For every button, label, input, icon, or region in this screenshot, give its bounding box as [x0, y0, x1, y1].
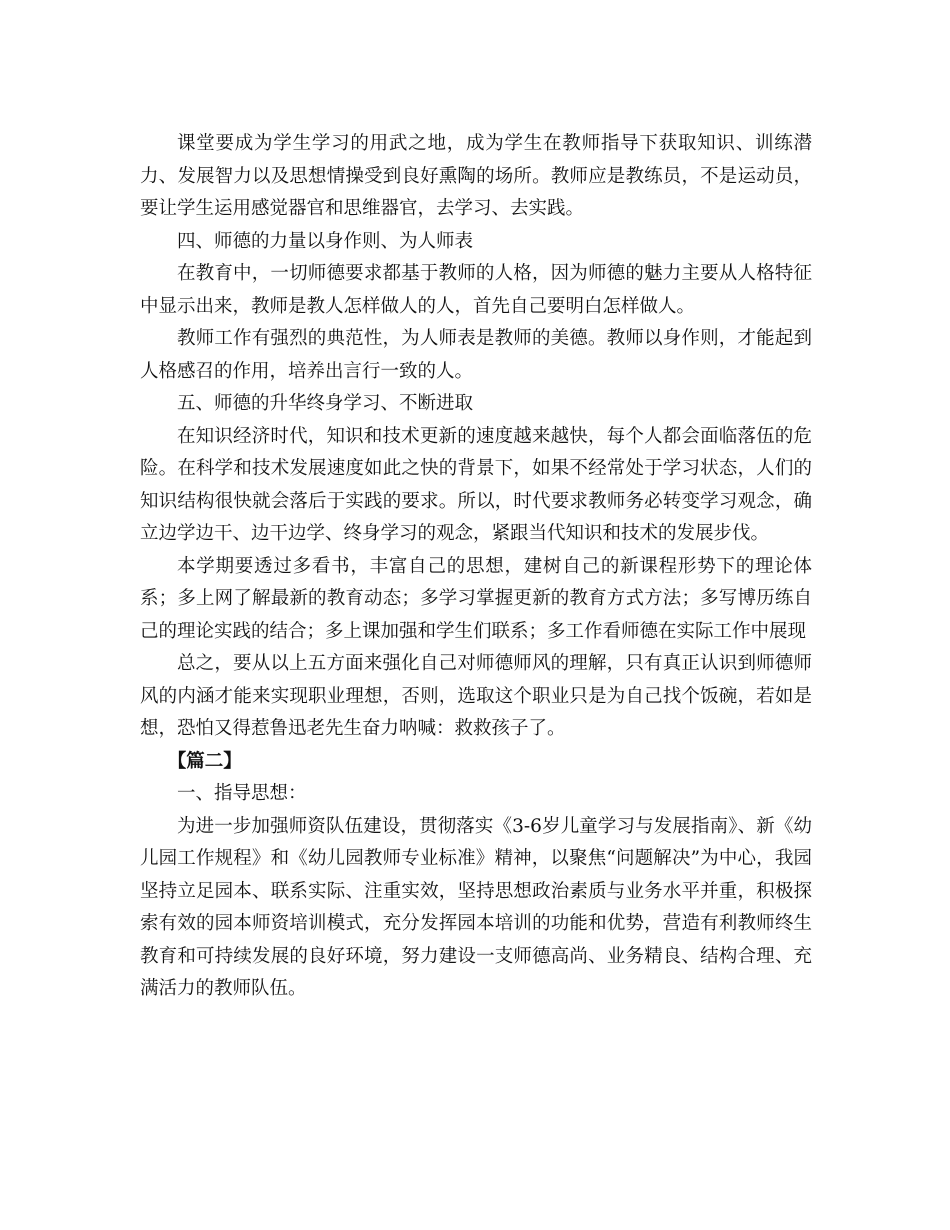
- paragraph-classroom: 课堂要成为学生学习的用武之地，成为学生在教师指导下获取知识、训练潜力、发展智力以及思想情操受到良好熏陶的场所。教师应是教练员，不是运动员，要让学生运用感觉器官和思维器官，去学习、去实践。: [140, 133, 812, 219]
- paragraph-teacher-team: 为进一步加强师资队伍建设，贯彻落实《3-6岁儿童学习与发展指南》、新《幼儿园工作规程》和《幼儿园教师专业标准》精神，以聚焦“问题解决”为中心，我园坚持立足园本、联系实际、注重实效，坚持思想政治素质与业务水平并重，积极探索有效的园本师资培训模式，充分发挥园本培训的功能和优势，营造有利教师终生教育和可持续发展的良好环境，努力建设一支师德高尚、业务精良、结构合理、充满活力的教师队伍。: [140, 815, 812, 999]
- article-two-title: 【篇二】: [167, 750, 242, 772]
- paragraph-personality: 在教育中，一切师德要求都基于教师的人格，因为师德的魅力主要从人格特征中显示出来，教师是教人怎样做人的人，首先自己要明白怎样做人。: [140, 263, 812, 317]
- paragraph-conclusion: 总之，要从以上五方面来强化自己对师德师风的理解，只有真正认识到师德师风的内涵才能来实现职业理想，否则，选取这个职业只是为自己找个饭碗，若如是想，恐怕又得惹鲁迅老先生奋力呐喊：救救孩子了。: [140, 653, 812, 739]
- section-heading-five: 五、师德的升华终身学习、不断进取: [177, 393, 474, 414]
- paragraph-exemplary: 教师工作有强烈的典范性，为人师表是教师的美德。教师以身作则，才能起到人格感召的作用，培养出言行一致的人。: [140, 328, 812, 382]
- section-heading-guiding-thought: 一、指导思想：: [177, 783, 307, 804]
- paragraph-semester-plan: 本学期要透过多看书，丰富自己的思想，建树自己的新课程形势下的理论体系；多上网了解最新的教育动态；多学习掌握更新的教育方式方法；多写博历练自己的理论实践的结合；多上课加强和学生们联系；多工作看师德在实际工作中展现: [140, 555, 812, 642]
- paragraph-knowledge-economy: 在知识经济时代，知识和技术更新的速度越来越快，每个人都会面临落伍的危险。在科学和技术发展速度如此之快的背景下，如果不经常处于学习状态，人们的知识结构很快就会落后于实践的要求。所以，时代要求教师务必转变学习观念，确立边学边干、边干边学、终身学习的观念，紧跟当代知识和技术的发展步伐。: [140, 425, 812, 544]
- document-body: [140, 128, 812, 1006]
- section-heading-four: 四、师德的力量以身作则、为人师表: [177, 230, 474, 252]
